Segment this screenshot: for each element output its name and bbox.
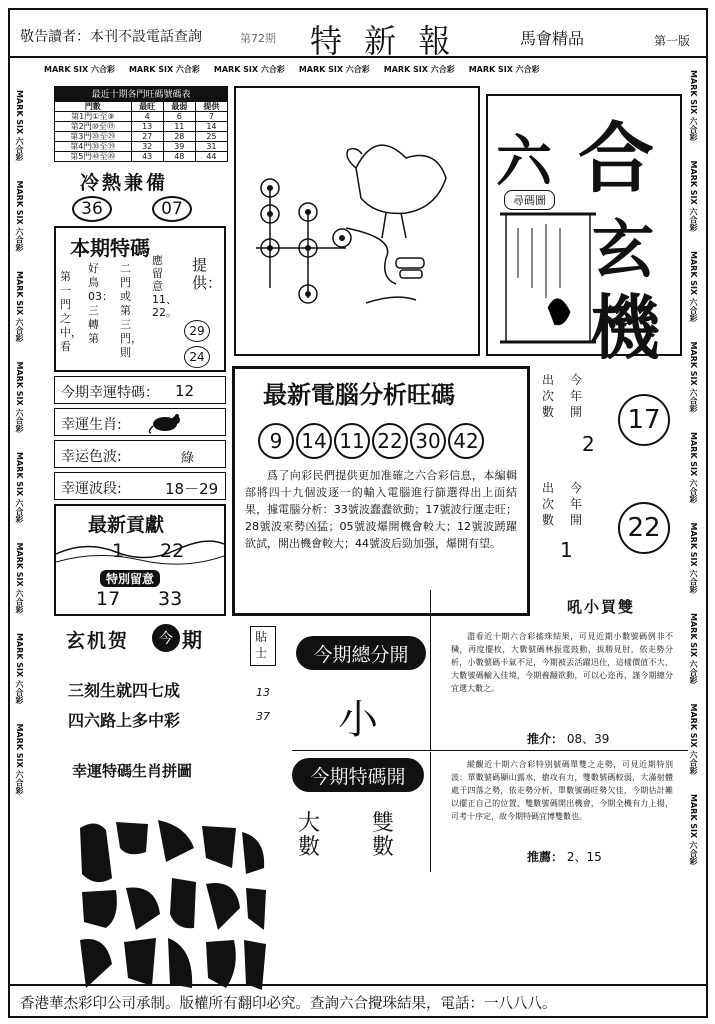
contribution-box: [54, 504, 226, 616]
lucky-special-value: 12: [175, 382, 195, 400]
xuanji-title: 玄机贺: [66, 630, 130, 652]
header-issue: 第72期: [240, 32, 276, 45]
right-band: MARK SIX 六合彩 MARK SIX 六合彩 MARK SIX 六合彩 MARK SIX 六合彩 MARK SIX 六合彩 MARK SIX 六合彩 MARK SIX 六合彩 MARK SIX 六合彩 MARK SIX 六合彩: [689, 70, 698, 865]
lucky-zodiac-row: [54, 408, 226, 436]
spec-open-pill: 今期特碼開: [292, 758, 424, 792]
lucky-range-row: [54, 472, 226, 500]
tip-label-box: [250, 626, 276, 666]
lucky-color-label: 幸运色波:: [61, 449, 122, 465]
special-col2: 好鳥03：三轉第: [88, 262, 113, 345]
logo-char-2: 合: [578, 114, 654, 203]
xuanji-badge: 今: [152, 624, 180, 652]
lucky-range-label: 幸運波段:: [61, 481, 122, 497]
rat-icon: [147, 412, 187, 434]
contribution-number: 1: [112, 540, 125, 562]
cold-hot-number: 36: [72, 196, 112, 222]
special-number: 29: [184, 320, 210, 342]
top-band: [44, 64, 540, 75]
contribution-title: 最新貢獻: [88, 514, 165, 536]
analysis-text: 爲了向彩民們提供更加准確之六合彩信息，本編輯部將四十九個波逐一的輸入電腦進行篩選得出上面結果，據電腦分析：33號波蠢蠢欲動；17號波行運走旺；28號波來勢凶猛；05號波爆開機會較大；12號波踴躍欲試，開出機會較大；44號波后勁加强，爆開有望。: [245, 469, 517, 550]
table-row: 第3門⑳至㉙ 27 28 25: [55, 132, 228, 142]
spec-text: 縱觀近十期六合彩特别號碼單雙之走勢，可見近期特别波：單數號碼顯山露水，搶攻有力，雙數號碼較弱，大滿射體處于四落之勢，依走勢分析，單數號碼旺勢欠佳，今期估計難以擺正自己的位置，雙數號碼開出機會，今期全機有力上揚，可考十序定，故今期特碼宜博雙數也。: [451, 760, 673, 821]
attention-number: 17: [96, 588, 121, 610]
band-text: MARK SIX 六合彩: [213, 65, 285, 74]
logo-char-3: 玄: [592, 213, 655, 286]
count-number-circle: 17: [618, 394, 670, 446]
band-text: MARK SIX 六合彩: [468, 65, 540, 74]
roar-title: 吼小買雙: [567, 598, 636, 616]
recent-table: [54, 101, 228, 162]
band-text: MARK SIX 六合彩: [44, 65, 115, 74]
count-label-2: 出次數: [542, 373, 555, 419]
attention-label: 特別留意: [100, 570, 160, 587]
logo-panel: [486, 94, 682, 369]
recent-table-block: [54, 86, 228, 162]
xuanji-line-2: 四六路上多中彩: [68, 711, 181, 730]
count-label-1: 今年開: [570, 481, 583, 527]
lucky-special-label: 今期幸運特碼：: [61, 385, 159, 401]
tip-value: 37: [256, 710, 270, 723]
roar-text: 盡看近十期六合彩搖珠結果，可見近期小數號碼例非不穢，再度擺枚，大數號碼林振霆鼓動，拔勝見肘，依走勢分析，小數號碼卡氣不足，今期被丟活躍迅仕，這樣價值不大，大數號碼輸入佳境，今期養翻欲動，可以心迩再，謹今期總分宜選大數之。: [451, 632, 673, 693]
roar-recommend-value: 08、39: [566, 732, 610, 746]
table-row: 第2門⑩至⑲ 13 11 14: [55, 122, 228, 132]
lucky-color-value: 綠: [181, 451, 195, 466]
special-col4: 應留意11、22。: [152, 254, 177, 319]
map-label: 尋碼圖: [504, 190, 555, 210]
lucky-color-row: [54, 440, 226, 468]
table-header-row: [55, 102, 228, 112]
header-title: 特 新 報: [310, 22, 457, 60]
table-header: 門數: [55, 102, 132, 112]
analysis-number: 42: [448, 423, 484, 459]
table-row: 第4門㉚至㊴ 32 39 31: [55, 142, 228, 152]
special-title: 本期特碼: [70, 236, 150, 260]
left-band: MARK SIX 六合彩 MARK SIX 六合彩 MARK SIX 六合彩 MARK SIX 六合彩 MARK SIX 六合彩 MARK SIX 六合彩 MARK SIX 六合彩 MARK SIX 六合彩: [15, 90, 24, 795]
count-value: 2: [582, 432, 595, 456]
header-subtitle: 馬會精品: [520, 29, 585, 48]
spec-recommend: [527, 848, 602, 865]
roar-block: [430, 590, 681, 750]
count-label-1: 今年開: [570, 373, 583, 419]
lucky-range-value: 18－29: [165, 480, 219, 498]
analysis-box: [232, 366, 530, 616]
header-edition: 第一版: [654, 34, 691, 48]
tip-value: 13: [256, 686, 270, 699]
count-number-circle: 22: [618, 502, 670, 554]
total-value: 小: [338, 697, 378, 743]
counts-block-2: [536, 478, 686, 588]
band-text: MARK SIX 六合彩: [298, 65, 370, 74]
special-box: [54, 226, 226, 372]
lucky-special-row: [54, 376, 226, 404]
zodiac-puzzle: [76, 818, 270, 998]
special-col1: 第一門之中，看: [60, 270, 82, 353]
scroll-icon: [498, 208, 598, 348]
analysis-number: 9: [258, 423, 294, 459]
analysis-numbers: [257, 423, 485, 459]
attention-number: 33: [158, 588, 183, 610]
header: [10, 12, 706, 58]
spec-recommend-value: 2、15: [566, 850, 602, 864]
table-row: 第1門①至⑨ 4 6 7: [55, 112, 228, 122]
xuanji-badge-2: 期: [182, 628, 202, 652]
count-value: 1: [560, 538, 573, 562]
special-number: 24: [184, 346, 210, 368]
rooster-illustration: [236, 88, 478, 354]
wave-divider: [56, 536, 224, 566]
total-pill: 今期總分開: [296, 636, 426, 670]
xuanji-line-1: 三刻生就四七成: [68, 681, 181, 700]
analysis-number: 11: [334, 423, 370, 459]
roar-recommend: [527, 730, 609, 747]
xuanji-block: [54, 624, 244, 734]
logo-char-4: 機: [590, 286, 660, 369]
analysis-number: 14: [296, 423, 332, 459]
analysis-number: 30: [410, 423, 446, 459]
lucky-zodiac-label: 幸運生肖:: [61, 417, 122, 433]
header-notice: 敬告讀者：本刊不設電話查詢: [20, 29, 202, 45]
spec-recommend-label: 推薦：: [527, 850, 564, 864]
total-divider: [292, 750, 688, 751]
footer: [10, 984, 706, 1018]
band-text: MARK SIX 六合彩: [128, 65, 200, 74]
spec-open-value-2: 雙數: [372, 811, 395, 860]
band-text: MARK SIX 六合彩: [383, 65, 455, 74]
provide-label: 提供：: [192, 256, 223, 292]
spec-open-value-1: 大數: [298, 811, 321, 860]
roar-recommend-label: 推介：: [527, 732, 564, 746]
analysis-number: 22: [372, 423, 408, 459]
logo-char-1: 六: [496, 129, 552, 195]
contribution-number: 22: [160, 540, 185, 562]
recent-table-title: 最近十期各門旺碼號碼表: [54, 86, 228, 101]
spec-text-block: [430, 752, 681, 872]
table-header: 最弱: [163, 102, 195, 112]
count-label-2: 出次數: [542, 481, 555, 527]
analysis-title: 最新電腦分析旺碼: [263, 381, 455, 409]
table-header: 提供: [195, 102, 227, 112]
table-row: 第5門㊵至㊾ 43 48 44: [55, 152, 228, 162]
table-header: 最旺: [131, 102, 163, 112]
special-col3: 二門或第三門，則: [120, 262, 142, 359]
cold-hot-title: 冷熱兼備: [80, 172, 169, 194]
puzzle-title: 幸運特碼生肖拼圖: [72, 762, 193, 780]
cold-hot-number: 07: [152, 196, 192, 222]
counts-block-1: [536, 366, 686, 476]
tip-label: 貼士: [255, 630, 268, 660]
rooster-panel: [234, 86, 480, 356]
footer-text: 香港華杰彩印公司承制。版權所有翻印必究。查詢六合攪珠結果，電話：一八八八。: [20, 996, 557, 1012]
